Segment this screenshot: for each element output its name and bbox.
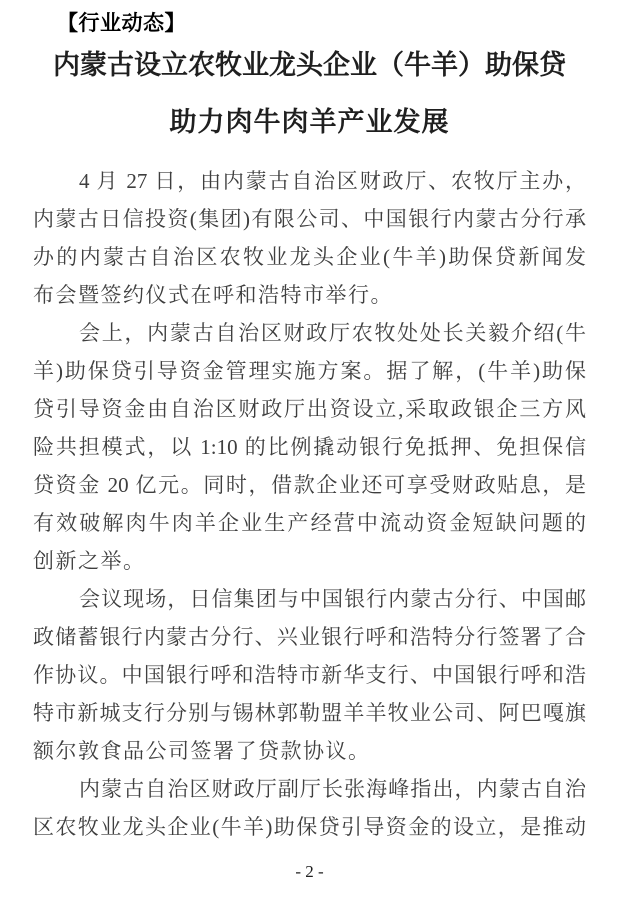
body-line: 会议现场，日信集团与中国银行内蒙古分行、中国邮 <box>79 587 586 611</box>
body-line: 有效破解肉牛肉羊企业生产经营中流动资金短缺问题的 <box>33 511 586 535</box>
body-line: 办的内蒙古自治区农牧业龙头企业(牛羊)助保贷新闻发 <box>33 245 586 269</box>
body-line: 内蒙古自治区财政厅副厅长张海峰指出，内蒙古自治 <box>79 777 586 801</box>
body-line: 区农牧业龙头企业(牛羊)助保贷引导资金的设立，是推动 <box>33 815 586 839</box>
page-number: - 2 - <box>295 862 324 881</box>
body-text <box>33 162 586 846</box>
body-line: 额尔敦食品公司签署了贷款协议。 <box>33 739 371 763</box>
body-line: 特市新城支行分别与锡林郭勒盟羊羊牧业公司、阿巴嘎旗 <box>33 701 586 725</box>
document-title-line1: 内蒙古设立农牧业龙头企业（牛羊）助保贷 <box>53 50 566 80</box>
section-tag: 【行业动态】 <box>57 12 186 35</box>
body-line: 会上，内蒙古自治区财政厅农牧处处长关毅介绍(牛 <box>79 321 586 345</box>
body-line: 贷引导资金由自治区财政厅出资设立,采取政银企三方风 <box>33 397 586 421</box>
body-line: 布会暨签约仪式在呼和浩特市举行。 <box>33 283 393 307</box>
body-line: 贷资金 20 亿元。同时，借款企业还可享受财政贴息，是 <box>33 473 586 497</box>
body-line: 创新之举。 <box>33 549 146 573</box>
body-line: 作协议。中国银行呼和浩特市新华支行、中国银行呼和浩 <box>33 663 586 687</box>
body-line: 4 月 27 日，由内蒙古自治区财政厅、农牧厅主办， <box>79 169 586 193</box>
document-title-line2: 助力肉牛肉羊产业发展 <box>169 107 450 137</box>
body-line: 政储蓄银行内蒙古分行、兴业银行呼和浩特分行签署了合 <box>33 625 586 649</box>
body-line: 羊)助保贷引导资金管理实施方案。据了解，(牛羊)助保 <box>33 359 586 383</box>
body-line: 内蒙古日信投资(集团)有限公司、中国银行内蒙古分行承 <box>33 207 586 231</box>
body-line: 险共担模式，以 1:10 的比例撬动银行免抵押、免担保信 <box>33 435 586 459</box>
